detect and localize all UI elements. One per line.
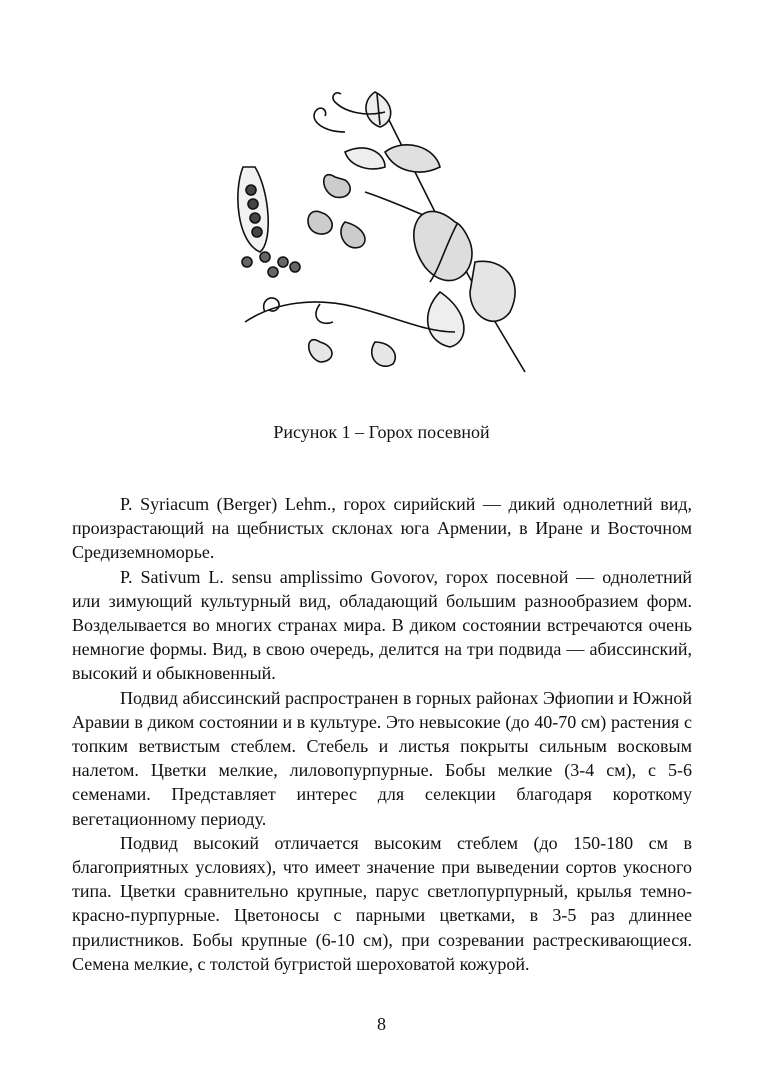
figure-caption: Рисунок 1 – Горох посевной xyxy=(273,422,490,442)
pea-plant-illustration xyxy=(225,72,555,402)
paragraph: Подвид абиссинский распространен в горных районах Эфиопии и Южной Аравии в диком состоянии и в культуре. Это невысокие (до 40-70 см) растения с топким ветвистым стеблем. Стебель и листья покрыты сильным восковым налетом. Цветки мелкие, лиловопурпурные. Бобы мелкие (3-4 см), с 5-6 семенами. Представляет интерес для селекции благодаря короткому вегетационному периоду. xyxy=(72,687,692,829)
paragraph: P. Sativum L. sensu amplissimo Govorov, горох посевной — однолетний или зимующий культурный вид, обладающий большим разнообразием форм. Возделывается во многих странах мира. В диком состоянии встречаются очень немногие формы. Вид, в свою очередь, делится на три подвида — абиссинский, высокий и обыкновенный. xyxy=(72,566,692,684)
body-text xyxy=(72,492,692,976)
page-number: 8 xyxy=(377,1014,386,1034)
paragraph: P. Syriacum (Berger) Lehm., горох сирийский — дикий однолетний вид, произрастающий на щебнистых склонах юга Армении, в Иране и Восточном Средиземноморье. xyxy=(72,494,692,563)
paragraph: Подвид высокий отличается высоким стеблем (до 150-180 см в благоприятных условиях), что имеет значение при выведении сортов укосного типа. Цветки сравнительно крупные, парус светлопурпурный, крылья темно-красно-пурпурные. Цветоносы с парными цветками, в 3-5 раз длиннее прилистников. Бобы крупные (6-10 см), при созревании растрескивающиеся. Семена мелкие, с толстой бугристой шероховатой кожурой. xyxy=(72,832,692,974)
